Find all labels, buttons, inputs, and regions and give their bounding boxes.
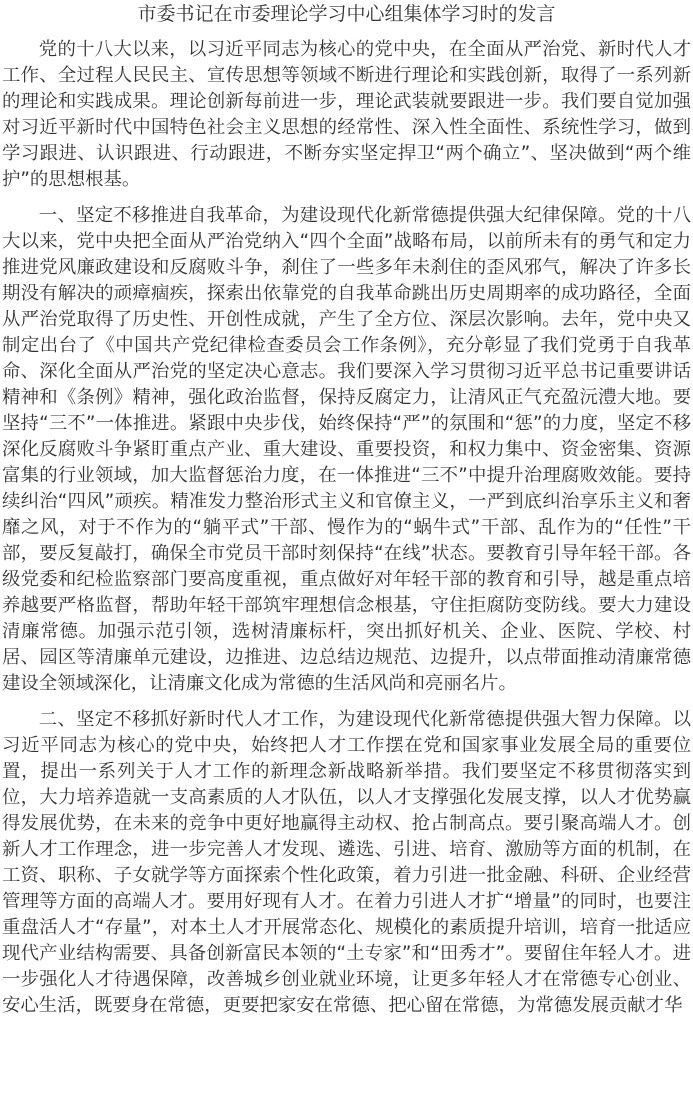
document-title: 市委书记在市委理论学习中心组集体学习时的发言 (137, 3, 556, 25)
paragraph-section-two: 二、坚定不移抓好新时代人才工作，为建设现代化新常德提供强大智力保障。以习近平同志为核心的党中央，始终把人才工作摆在党和国家事业发展全局的重要位置，提出一系列关于人才工作的新理念新战略新举措。我们要坚定不移贯彻落实到位，大力培养造就一支高素质的人才队伍，以人才支撑强化发展支撑，以人才优势赢得发展优势，在未来的竞争中更好地赢得主动权、抢占制高点。要引聚高端人才。创新人才工作理念，进一步完善人才发现、遴选、引进、培育、激励等方面的机制，在工资、职称、子女就学等方面探索个性化政策，着力引进一批金融、科研、企业经营管理等方面的高端人才。要用好现有人才。在着力引进人才扩“增量”的同时，也要注重盘活人才“存量”，对本土人才开展常态化、规模化的素质提升培训，培育一批适应现代产业结构需要、具备创新富民本领的“土专家”和“田秀才”。要留住年轻人才。进一步强化人才待遇保障，改善城乡创业就业环境，让更多年轻人才在常德专心创业、安心生活，既要身在常德，更要把家安在常德、把心留在常德，为常德发展贡献才华 (2, 709, 691, 1016)
paragraph-section-one: 一、坚定不移推进自我革命，为建设现代化新常德提供强大纪律保障。党的十八大以来，党中央把全面从严治党纳入“四个全面”战略布局，以前所未有的勇气和定力推进党风廉政建设和反腐败斗争，刹住了一些多年未刹住的歪风邪气，解决了许多长期没有解决的顽瘴痼疾，探索出依靠党的自我革命跳出历史周期率的成功路径，全面从严治党取得了历史性、开创性成就，产生了全方位、深层次影响。去年，党中央又制定出台了《中国共产党纪律检查委员会工作条例》，充分彰显了我们党勇于自我革命、深化全面从严治党的坚定决心意志。我们要深入学习贯彻习近平总书记重要讲话精神和《条例》精神，强化政治监督，保持反腐定力，让清风正气充盈沅澧大地。要坚持“三不”一体推进。紧跟中央步伐，始终保持“严”的氛围和“惩”的力度，坚定不移深化反腐败斗争紧盯重点产业、重大建设、重要投资，和权力集中、资金密集、资源富集的行业领域，加大监督惩治力度，在一体推进“三不”中提升治理腐败效能。要持续纠治“四风”顽疾。精准发力整治形式主义和官僚主义，一严到底纠治享乐主义和奢靡之风，对于不作为的“躺平式”干部、慢作为的“蜗牛式”干部、乱作为的“任性”干部，要反复敲打，确保全市党员干部时刻保持“在线”状态。要教育引导年轻干部。各级党委和纪检监察部门要高度重视，重点做好对年轻干部的教育和引导，越是重点培养越要严格监督，帮助年轻干部筑牢理想信念根基，守住拒腐防变防线。要大力建设清廉常德。加强示范引领，选树清廉标杆，突出抓好机关、企业、医院、学校、村居、园区等清廉单元建设，边推进、边总结边规范、边提升，以点带面推动清廉常德建设全领域深化，让清廉文化成为常德的生活风尚和亮丽名片。 (2, 205, 691, 694)
paragraph-intro: 党的十八大以来，以习近平同志为核心的党中央，在全面从严治党、新时代人才工作、全过程人民民主、宣传思想等领域不断进行理论和实践创新，取得了一系列新的理论和实践成果。理论创新每前进一步，理论武装就要跟进一步。我们要自觉加强对习近平新时代中国特色社会主义思想的经常性、深入性全面性、系统性学习，做到学习跟进、认识跟进、行动跟进，不断夯实坚定捍卫“两个确立”、坚决做到“两个维护”的思想根基。 (2, 39, 691, 190)
